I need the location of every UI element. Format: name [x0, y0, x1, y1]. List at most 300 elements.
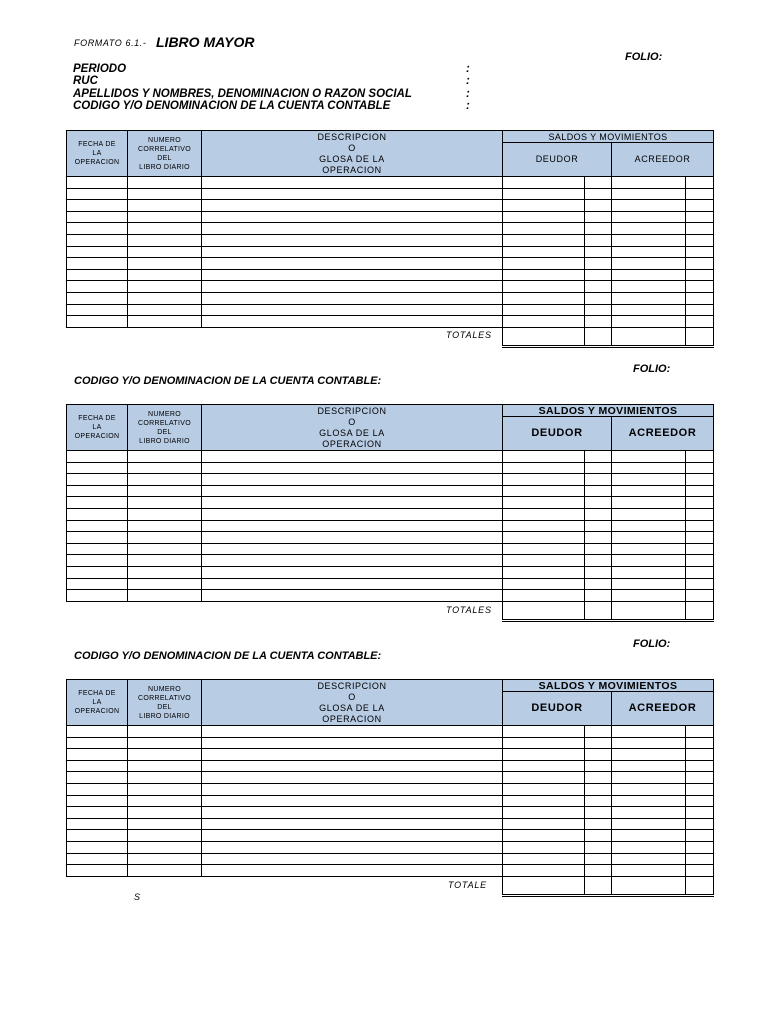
- table-row[interactable]: [67, 566, 714, 578]
- table-cell[interactable]: [202, 830, 503, 842]
- table-cell[interactable]: [503, 772, 585, 784]
- totals-cell[interactable]: [585, 876, 612, 895]
- table-cell[interactable]: [67, 497, 128, 509]
- table-cell[interactable]: [612, 772, 686, 784]
- table-cell[interactable]: [503, 316, 585, 328]
- table-cell[interactable]: [686, 830, 714, 842]
- table-cell[interactable]: [686, 865, 714, 877]
- table-cell[interactable]: [202, 474, 503, 486]
- table-cell[interactable]: [585, 234, 612, 246]
- table-row[interactable]: [67, 520, 714, 532]
- table-cell[interactable]: [612, 292, 686, 304]
- table-cell[interactable]: [686, 590, 714, 602]
- table-cell[interactable]: [612, 223, 686, 235]
- table-cell[interactable]: [585, 497, 612, 509]
- table-cell[interactable]: [202, 292, 503, 304]
- table-cell[interactable]: [612, 555, 686, 567]
- table-cell[interactable]: [503, 200, 585, 212]
- table-cell[interactable]: [503, 578, 585, 590]
- table-cell[interactable]: [612, 818, 686, 830]
- table-cell[interactable]: [67, 211, 128, 223]
- table-cell[interactable]: [202, 795, 503, 807]
- table-row[interactable]: [67, 292, 714, 304]
- table-cell[interactable]: [202, 543, 503, 555]
- table-cell[interactable]: [612, 590, 686, 602]
- table-row[interactable]: [67, 188, 714, 200]
- table-cell[interactable]: [503, 555, 585, 567]
- table-cell[interactable]: [612, 760, 686, 772]
- table-cell[interactable]: [202, 760, 503, 772]
- table-cell[interactable]: [503, 451, 585, 463]
- table-row[interactable]: [67, 830, 714, 842]
- table-cell[interactable]: [612, 865, 686, 877]
- table-cell[interactable]: [612, 188, 686, 200]
- table-row[interactable]: [67, 590, 714, 602]
- table-cell[interactable]: [67, 726, 128, 738]
- table-cell[interactable]: [128, 177, 202, 189]
- table-cell[interactable]: [585, 726, 612, 738]
- table-cell[interactable]: [202, 269, 503, 281]
- table-cell[interactable]: [686, 234, 714, 246]
- table-cell[interactable]: [686, 543, 714, 555]
- table-cell[interactable]: [686, 532, 714, 544]
- table-cell[interactable]: [67, 281, 128, 293]
- table-cell[interactable]: [128, 462, 202, 474]
- table-cell[interactable]: [585, 543, 612, 555]
- table-cell[interactable]: [686, 737, 714, 749]
- table-row[interactable]: [67, 865, 714, 877]
- table-cell[interactable]: [612, 485, 686, 497]
- table-row[interactable]: [67, 223, 714, 235]
- table-cell[interactable]: [686, 760, 714, 772]
- table-cell[interactable]: [686, 726, 714, 738]
- table-cell[interactable]: [585, 865, 612, 877]
- table-cell[interactable]: [585, 281, 612, 293]
- table-cell[interactable]: [686, 281, 714, 293]
- table-cell[interactable]: [128, 188, 202, 200]
- table-cell[interactable]: [128, 520, 202, 532]
- table-row[interactable]: [67, 316, 714, 328]
- table-cell[interactable]: [503, 865, 585, 877]
- table-cell[interactable]: [686, 749, 714, 761]
- table-cell[interactable]: [67, 865, 128, 877]
- table-cell[interactable]: [202, 841, 503, 853]
- table-cell[interactable]: [686, 292, 714, 304]
- table-cell[interactable]: [612, 497, 686, 509]
- table-cell[interactable]: [202, 853, 503, 865]
- table-cell[interactable]: [503, 818, 585, 830]
- table-cell[interactable]: [202, 497, 503, 509]
- table-cell[interactable]: [686, 462, 714, 474]
- table-cell[interactable]: [686, 566, 714, 578]
- totals-cell[interactable]: [686, 327, 714, 346]
- table-cell[interactable]: [202, 223, 503, 235]
- table-cell[interactable]: [128, 590, 202, 602]
- table-cell[interactable]: [503, 223, 585, 235]
- table-cell[interactable]: [67, 795, 128, 807]
- table-cell[interactable]: [128, 304, 202, 316]
- table-row[interactable]: [67, 772, 714, 784]
- table-cell[interactable]: [128, 234, 202, 246]
- table-cell[interactable]: [686, 497, 714, 509]
- table-cell[interactable]: [128, 841, 202, 853]
- table-cell[interactable]: [585, 760, 612, 772]
- table-cell[interactable]: [686, 246, 714, 258]
- table-cell[interactable]: [128, 543, 202, 555]
- table-cell[interactable]: [128, 853, 202, 865]
- table-cell[interactable]: [202, 578, 503, 590]
- table-cell[interactable]: [585, 485, 612, 497]
- table-row[interactable]: [67, 760, 714, 772]
- table-row[interactable]: [67, 532, 714, 544]
- table-cell[interactable]: [202, 783, 503, 795]
- table-cell[interactable]: [128, 508, 202, 520]
- table-cell[interactable]: [67, 316, 128, 328]
- table-row[interactable]: [67, 841, 714, 853]
- table-cell[interactable]: [612, 462, 686, 474]
- table-cell[interactable]: [585, 258, 612, 270]
- table-cell[interactable]: [202, 532, 503, 544]
- table-row[interactable]: [67, 853, 714, 865]
- table-cell[interactable]: [686, 783, 714, 795]
- totals-cell[interactable]: [612, 601, 686, 620]
- table-cell[interactable]: [202, 211, 503, 223]
- totals-cell[interactable]: [585, 601, 612, 620]
- table-cell[interactable]: [686, 555, 714, 567]
- table-cell[interactable]: [128, 474, 202, 486]
- table-cell[interactable]: [67, 783, 128, 795]
- table-cell[interactable]: [585, 807, 612, 819]
- table-row[interactable]: [67, 543, 714, 555]
- table-row[interactable]: [67, 737, 714, 749]
- table-cell[interactable]: [67, 853, 128, 865]
- table-cell[interactable]: [612, 532, 686, 544]
- table-cell[interactable]: [503, 726, 585, 738]
- table-cell[interactable]: [585, 795, 612, 807]
- table-cell[interactable]: [67, 737, 128, 749]
- table-cell[interactable]: [128, 211, 202, 223]
- table-cell[interactable]: [585, 474, 612, 486]
- table-cell[interactable]: [67, 532, 128, 544]
- table-cell[interactable]: [612, 508, 686, 520]
- table-row[interactable]: [67, 783, 714, 795]
- table-cell[interactable]: [612, 853, 686, 865]
- table-cell[interactable]: [585, 818, 612, 830]
- table-cell[interactable]: [585, 246, 612, 258]
- table-cell[interactable]: [503, 497, 585, 509]
- table-cell[interactable]: [612, 258, 686, 270]
- table-cell[interactable]: [612, 177, 686, 189]
- table-cell[interactable]: [686, 485, 714, 497]
- table-cell[interactable]: [67, 807, 128, 819]
- table-cell[interactable]: [128, 281, 202, 293]
- totals-cell[interactable]: [503, 327, 585, 346]
- table-cell[interactable]: [503, 304, 585, 316]
- table-cell[interactable]: [585, 316, 612, 328]
- table-cell[interactable]: [202, 246, 503, 258]
- table-cell[interactable]: [67, 841, 128, 853]
- table-cell[interactable]: [585, 853, 612, 865]
- table-cell[interactable]: [128, 807, 202, 819]
- table-cell[interactable]: [202, 865, 503, 877]
- table-cell[interactable]: [612, 807, 686, 819]
- table-cell[interactable]: [503, 508, 585, 520]
- table-cell[interactable]: [202, 749, 503, 761]
- table-cell[interactable]: [67, 188, 128, 200]
- table-cell[interactable]: [686, 200, 714, 212]
- table-cell[interactable]: [612, 304, 686, 316]
- table-cell[interactable]: [202, 485, 503, 497]
- table-cell[interactable]: [503, 485, 585, 497]
- table-row[interactable]: [67, 474, 714, 486]
- table-row[interactable]: [67, 177, 714, 189]
- table-cell[interactable]: [128, 566, 202, 578]
- table-cell[interactable]: [686, 841, 714, 853]
- table-cell[interactable]: [585, 772, 612, 784]
- table-cell[interactable]: [585, 578, 612, 590]
- table-cell[interactable]: [67, 830, 128, 842]
- table-cell[interactable]: [686, 177, 714, 189]
- table-cell[interactable]: [67, 304, 128, 316]
- table-cell[interactable]: [202, 451, 503, 463]
- table-row[interactable]: [67, 234, 714, 246]
- table-cell[interactable]: [585, 188, 612, 200]
- table-cell[interactable]: [503, 211, 585, 223]
- table-cell[interactable]: [67, 223, 128, 235]
- table-cell[interactable]: [128, 223, 202, 235]
- table-cell[interactable]: [686, 795, 714, 807]
- table-cell[interactable]: [585, 211, 612, 223]
- table-cell[interactable]: [202, 555, 503, 567]
- table-cell[interactable]: [503, 543, 585, 555]
- table-cell[interactable]: [202, 590, 503, 602]
- table-cell[interactable]: [67, 451, 128, 463]
- table-cell[interactable]: [503, 269, 585, 281]
- table-cell[interactable]: [585, 749, 612, 761]
- table-cell[interactable]: [128, 726, 202, 738]
- table-row[interactable]: [67, 258, 714, 270]
- table-cell[interactable]: [612, 316, 686, 328]
- table-cell[interactable]: [503, 281, 585, 293]
- table-cell[interactable]: [612, 234, 686, 246]
- table-cell[interactable]: [128, 830, 202, 842]
- table-cell[interactable]: [686, 258, 714, 270]
- table-cell[interactable]: [202, 188, 503, 200]
- table-cell[interactable]: [202, 258, 503, 270]
- table-row[interactable]: [67, 462, 714, 474]
- totals-cell[interactable]: [612, 327, 686, 346]
- table-cell[interactable]: [503, 292, 585, 304]
- table-cell[interactable]: [202, 177, 503, 189]
- table-cell[interactable]: [585, 304, 612, 316]
- table-cell[interactable]: [67, 177, 128, 189]
- table-cell[interactable]: [128, 246, 202, 258]
- table-cell[interactable]: [67, 749, 128, 761]
- table-cell[interactable]: [686, 269, 714, 281]
- table-cell[interactable]: [686, 578, 714, 590]
- table-cell[interactable]: [503, 188, 585, 200]
- table-cell[interactable]: [128, 749, 202, 761]
- table-cell[interactable]: [686, 853, 714, 865]
- table-cell[interactable]: [612, 200, 686, 212]
- table-cell[interactable]: [128, 795, 202, 807]
- table-cell[interactable]: [503, 234, 585, 246]
- table-cell[interactable]: [585, 269, 612, 281]
- table-cell[interactable]: [67, 462, 128, 474]
- table-row[interactable]: [67, 497, 714, 509]
- table-cell[interactable]: [128, 258, 202, 270]
- table-cell[interactable]: [202, 520, 503, 532]
- table-cell[interactable]: [503, 566, 585, 578]
- table-cell[interactable]: [128, 760, 202, 772]
- table-cell[interactable]: [67, 200, 128, 212]
- table-row[interactable]: [67, 451, 714, 463]
- table-cell[interactable]: [612, 578, 686, 590]
- table-cell[interactable]: [67, 258, 128, 270]
- totals-cell[interactable]: [585, 327, 612, 346]
- table-cell[interactable]: [503, 783, 585, 795]
- table-cell[interactable]: [612, 246, 686, 258]
- table-cell[interactable]: [67, 590, 128, 602]
- table-row[interactable]: [67, 807, 714, 819]
- table-cell[interactable]: [503, 795, 585, 807]
- table-cell[interactable]: [128, 497, 202, 509]
- table-cell[interactable]: [503, 520, 585, 532]
- table-cell[interactable]: [686, 474, 714, 486]
- table-cell[interactable]: [503, 246, 585, 258]
- table-cell[interactable]: [202, 818, 503, 830]
- table-cell[interactable]: [686, 520, 714, 532]
- totals-cell[interactable]: [503, 876, 585, 895]
- table-cell[interactable]: [585, 451, 612, 463]
- table-cell[interactable]: [202, 737, 503, 749]
- table-row[interactable]: [67, 269, 714, 281]
- table-row[interactable]: [67, 555, 714, 567]
- table-cell[interactable]: [686, 508, 714, 520]
- table-cell[interactable]: [612, 726, 686, 738]
- table-cell[interactable]: [202, 462, 503, 474]
- table-row[interactable]: [67, 200, 714, 212]
- table-cell[interactable]: [612, 795, 686, 807]
- table-cell[interactable]: [128, 783, 202, 795]
- table-cell[interactable]: [585, 555, 612, 567]
- table-cell[interactable]: [128, 578, 202, 590]
- table-cell[interactable]: [686, 451, 714, 463]
- table-cell[interactable]: [503, 532, 585, 544]
- table-cell[interactable]: [503, 853, 585, 865]
- table-cell[interactable]: [67, 543, 128, 555]
- table-cell[interactable]: [128, 818, 202, 830]
- table-cell[interactable]: [202, 281, 503, 293]
- table-cell[interactable]: [585, 830, 612, 842]
- table-cell[interactable]: [686, 316, 714, 328]
- table-cell[interactable]: [67, 520, 128, 532]
- table-cell[interactable]: [612, 783, 686, 795]
- table-cell[interactable]: [67, 246, 128, 258]
- table-cell[interactable]: [202, 316, 503, 328]
- table-cell[interactable]: [686, 211, 714, 223]
- table-cell[interactable]: [67, 508, 128, 520]
- table-cell[interactable]: [503, 462, 585, 474]
- table-cell[interactable]: [67, 234, 128, 246]
- table-cell[interactable]: [686, 772, 714, 784]
- table-cell[interactable]: [67, 578, 128, 590]
- table-cell[interactable]: [585, 508, 612, 520]
- table-cell[interactable]: [585, 532, 612, 544]
- table-cell[interactable]: [612, 737, 686, 749]
- table-cell[interactable]: [585, 292, 612, 304]
- table-cell[interactable]: [612, 566, 686, 578]
- table-cell[interactable]: [503, 760, 585, 772]
- table-cell[interactable]: [612, 520, 686, 532]
- table-cell[interactable]: [585, 462, 612, 474]
- table-cell[interactable]: [128, 485, 202, 497]
- table-cell[interactable]: [503, 830, 585, 842]
- totals-cell[interactable]: [686, 876, 714, 895]
- totals-cell[interactable]: [503, 601, 585, 620]
- table-row[interactable]: [67, 818, 714, 830]
- table-row[interactable]: [67, 578, 714, 590]
- table-cell[interactable]: [202, 304, 503, 316]
- totals-cell[interactable]: [612, 876, 686, 895]
- table-cell[interactable]: [686, 223, 714, 235]
- table-cell[interactable]: [128, 772, 202, 784]
- table-cell[interactable]: [585, 520, 612, 532]
- table-cell[interactable]: [503, 474, 585, 486]
- table-cell[interactable]: [585, 177, 612, 189]
- table-cell[interactable]: [67, 555, 128, 567]
- table-cell[interactable]: [612, 211, 686, 223]
- table-cell[interactable]: [686, 818, 714, 830]
- table-cell[interactable]: [612, 830, 686, 842]
- table-cell[interactable]: [686, 188, 714, 200]
- table-cell[interactable]: [612, 474, 686, 486]
- table-cell[interactable]: [585, 566, 612, 578]
- table-row[interactable]: [67, 726, 714, 738]
- table-cell[interactable]: [202, 807, 503, 819]
- table-cell[interactable]: [585, 841, 612, 853]
- table-cell[interactable]: [67, 292, 128, 304]
- table-cell[interactable]: [67, 818, 128, 830]
- table-cell[interactable]: [202, 234, 503, 246]
- table-cell[interactable]: [128, 532, 202, 544]
- table-cell[interactable]: [585, 783, 612, 795]
- table-cell[interactable]: [67, 269, 128, 281]
- table-cell[interactable]: [585, 223, 612, 235]
- table-cell[interactable]: [612, 749, 686, 761]
- table-cell[interactable]: [612, 543, 686, 555]
- table-cell[interactable]: [128, 555, 202, 567]
- table-row[interactable]: [67, 795, 714, 807]
- table-cell[interactable]: [202, 772, 503, 784]
- table-cell[interactable]: [128, 269, 202, 281]
- table-cell[interactable]: [128, 451, 202, 463]
- table-row[interactable]: [67, 281, 714, 293]
- table-row[interactable]: [67, 508, 714, 520]
- table-cell[interactable]: [128, 737, 202, 749]
- table-cell[interactable]: [128, 292, 202, 304]
- table-cell[interactable]: [67, 485, 128, 497]
- table-row[interactable]: [67, 749, 714, 761]
- table-cell[interactable]: [503, 841, 585, 853]
- table-cell[interactable]: [612, 269, 686, 281]
- table-cell[interactable]: [585, 200, 612, 212]
- table-cell[interactable]: [612, 281, 686, 293]
- table-cell[interactable]: [503, 177, 585, 189]
- table-row[interactable]: [67, 485, 714, 497]
- table-cell[interactable]: [503, 590, 585, 602]
- table-cell[interactable]: [67, 566, 128, 578]
